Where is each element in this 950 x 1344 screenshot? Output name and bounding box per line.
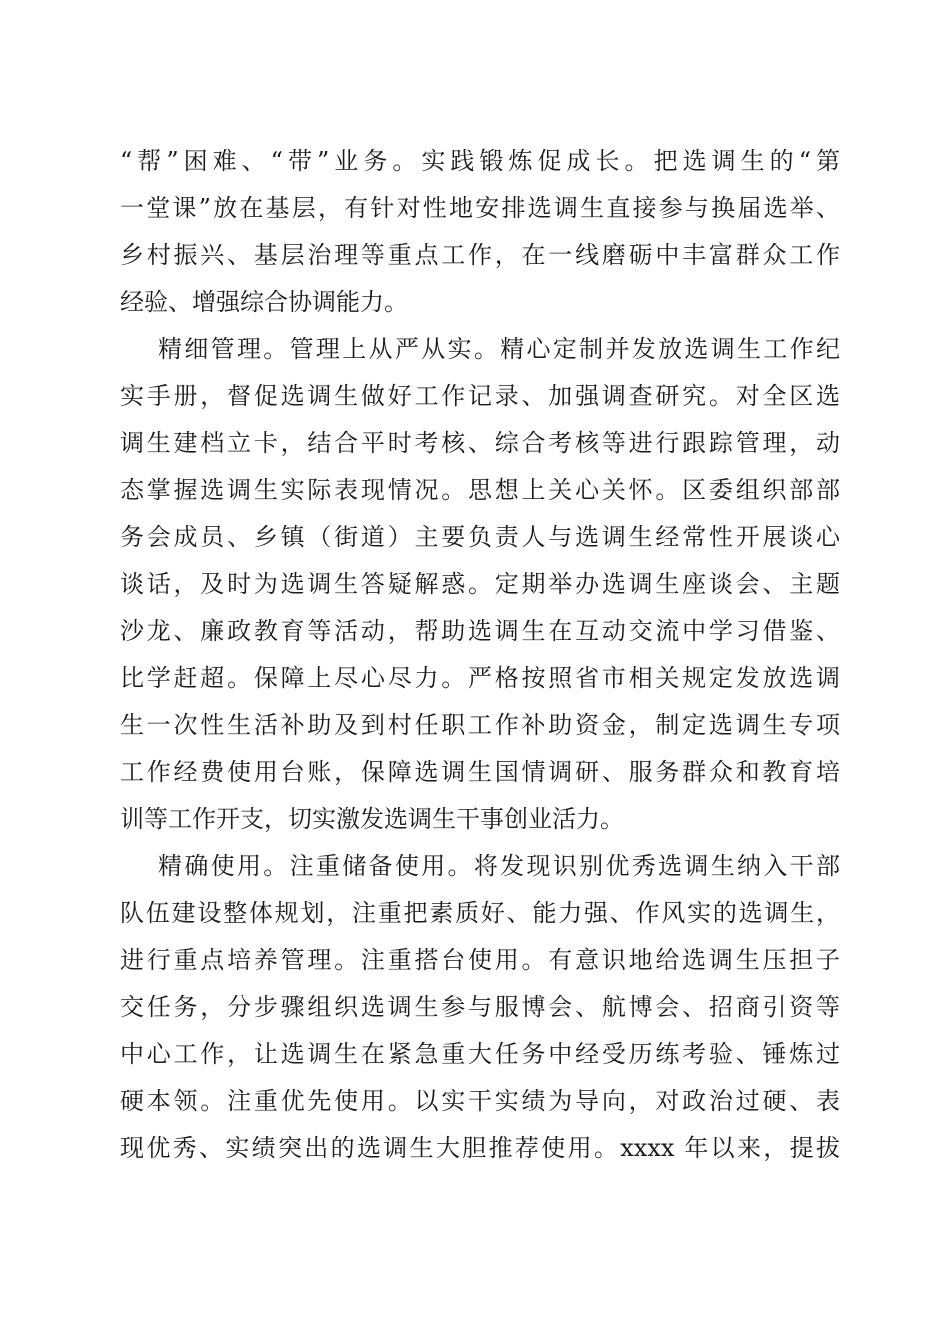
text-line: 进行重点培养管理。注重搭台使用。有意识地给选调生压担子	[120, 946, 840, 974]
text-line: 实手册，督促选调生做好工作记录、加强调查研究。对全区选	[120, 382, 840, 410]
text-line: 经验、增强综合协调能力。	[120, 288, 408, 316]
text-line: 生一次性生活补助及到村任职工作补助资金，制定选调生专项	[120, 711, 840, 739]
text-line: 中心工作，让选调生在紧急重大任务中经受历练考验、锤炼过	[120, 1040, 840, 1068]
document-body	[120, 138, 840, 1172]
text-line: 谈话，及时为选调生答疑解惑。定期举办选调生座谈会、主题	[120, 570, 840, 598]
text-line: “帮”困难、“带”业务。实践锻炼促成长。把选调生的“第	[120, 147, 840, 175]
text-line: 乡村振兴、基层治理等重点工作，在一线磨砺中丰富群众工作	[120, 241, 840, 269]
text-line: 工作经费使用台账，保障选调生国情调研、服务群众和教育培	[120, 758, 840, 786]
text-line: 沙龙、廉政教育等活动，帮助选调生在互动交流中学习借鉴、	[120, 617, 840, 645]
text-line: 比学赶超。保障上尽心尽力。严格按照省市相关规定发放选调	[120, 664, 840, 692]
text-line: 务会成员、乡镇（街道）主要负责人与选调生经常性开展谈心	[120, 523, 840, 551]
paragraph-first-line: 精细管理。管理上从严从实。精心定制并发放选调生工作纪	[158, 335, 840, 363]
text-line: 调生建档立卡，结合平时考核、综合考核等进行跟踪管理，动	[120, 429, 840, 457]
text-line: 训等工作开支，切实激发选调生干事创业活力。	[120, 805, 624, 833]
text-line: 硬本领。注重优先使用。以实干实绩为导向，对政治过硬、表	[120, 1087, 840, 1115]
text-line: 交任务，分步骤组织选调生参与服博会、航博会、招商引资等	[120, 993, 840, 1021]
text-line: 现优秀、实绩突出的选调生大胆推荐使用。xxxx 年以来，提拔	[120, 1134, 840, 1162]
text-line: 队伍建设整体规划，注重把素质好、能力强、作风实的选调生，	[120, 899, 840, 927]
paragraph-first-line: 精确使用。注重储备使用。将发现识别优秀选调生纳入干部	[158, 852, 840, 880]
text-line: 态掌握选调生实际表现情况。思想上关心关怀。区委组织部部	[120, 476, 840, 504]
text-line: 一堂课”放在基层，有针对性地安排选调生直接参与换届选举、	[120, 194, 840, 222]
